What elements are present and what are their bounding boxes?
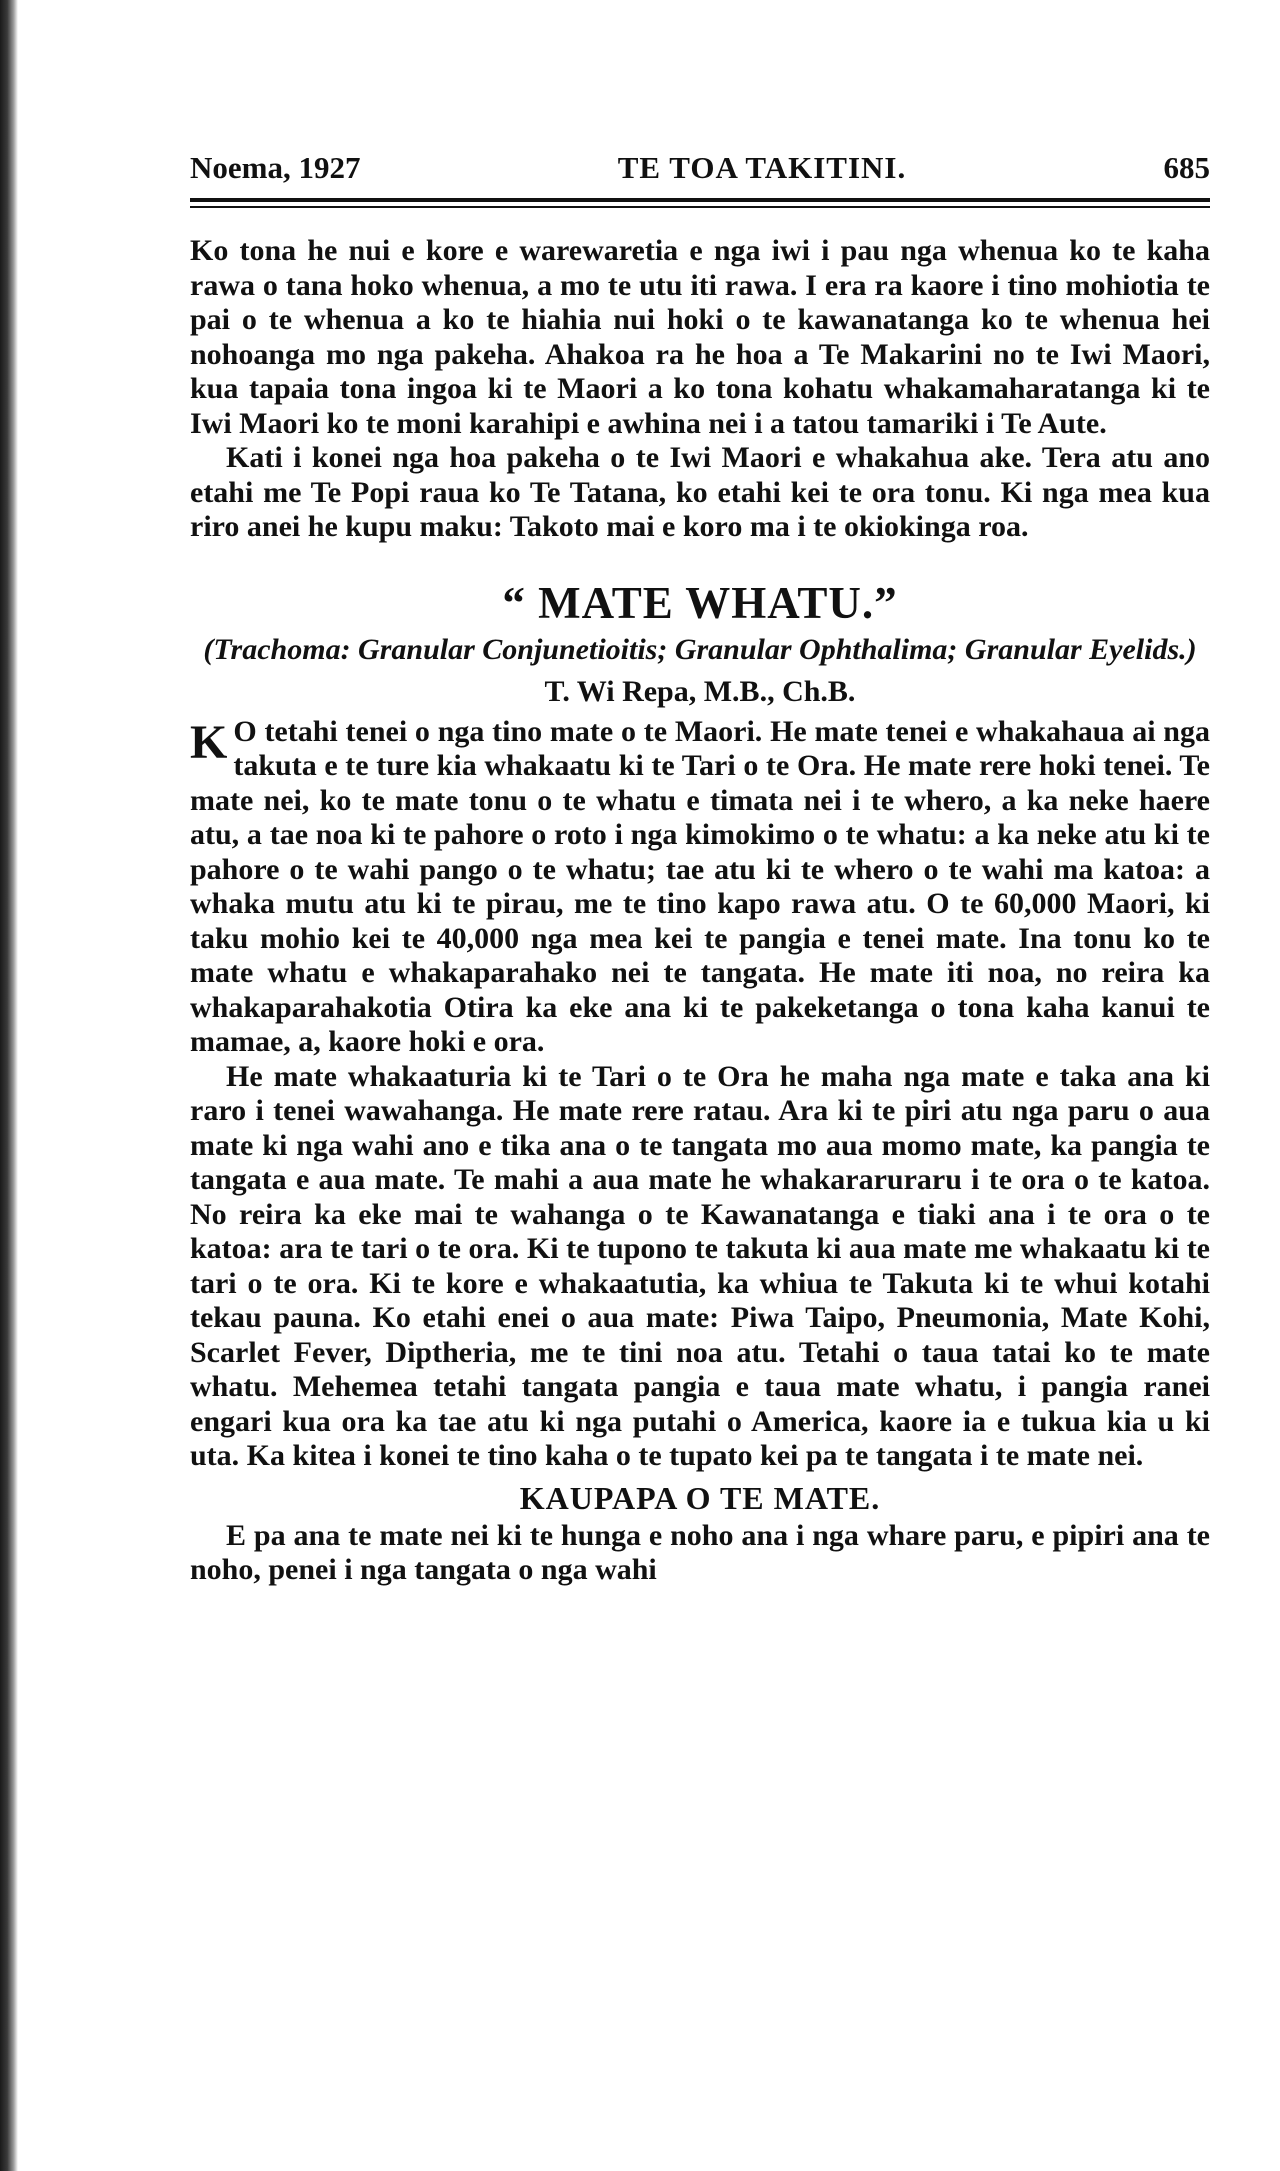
article-paragraph-1-text: O tetahi tenei o nga tino mate o te Maori. He mate tenei e whakahaua ai nga takuta e te ture kia whakaatu ki te Tari o te Ora. He mate rere hoki tenei. Te mate nei, ko te mate tonu o te whatu e timata nei i te whero, a ka neke haere atu, a tae noa ki te pahore o roto i nga kimokimo o te whatu: a ka neke atu ki te pahore o te wahi pango o te whatu; tae atu ki te whero o te wahi ma katoa: a whaka mutu atu ki te pirau, me te tino kapo rawa atu. O te 60,000 Maori, ki taku mohio kei te 40,000 nga mea kei te pangia e tenei mate. Ina tonu ko te mate whatu e whakaparahako nei te tangata. He mate iti noa, no reira ka whakaparahakotia Otira ka eke ana ki te pakeketanga o tona kaha kanui te mamae, a, kaore hoki e ora. — [190, 714, 1210, 1058]
article-paragraph-2: He mate whakaaturia ki te Tari o te Ora he maha nga mate e taka ana ki raro i tenei wawahanga. He mate rere ratau. Ara ki te piri atu nga paru o aua mate ki nga wahi ano e tika ana o te tangata mo aua momo mate, ka pangia te tangata e aua mate. Te mahi a aua mate he whakararuraru i te ora o te katoa. No reira ka eke mai te wahanga o te Kawanatanga e tiaki ana i te ora o te katoa: ara te tari o te ora. Ki te tupono te takuta ki aua mate me whakaatu ki te tari o te ora. Ki te kore e whakaatutia, ka whiua te Takuta ki te whui kotahi tekau pauna. Ko etahi enei o aua mate: Piwa Taipo, Pneumonia, Mate Kohi, Scarlet Fever, Diptheria, me te tini noa atu. Tetahi o taua tatai ko te mate whatu. Mehemea tetahi tangata pangia e taua mate whatu, i pangia ranei engari kua ora ka tae atu ki nga putahi o America, kaore ia e tukua kia u ki uta. Ka kitea i konei te tino kaha o te tupato kei pa te tangata i te mate nei. — [190, 1059, 1210, 1472]
scan-edge-shadow — [0, 0, 18, 2171]
header-rule-thick — [190, 198, 1210, 202]
header-page-number: 685 — [1163, 150, 1210, 185]
drop-cap: K — [190, 715, 228, 769]
document-page — [190, 150, 1210, 1588]
article-title: “ MATE WHATU.” — [502, 577, 898, 628]
intro-paragraph-1: Ko tona he nui e kore e warewaretia e nga iwi i pau nga whenua ko te kaha rawa o tana hoko whenua, a mo te utu iti rawa. I era ra kaore i tino mohiotia te pai o te whenua a ko te hiahia nui hoki o te kawanatanga ko te whenua hei nohoanga mo nga pakeha. Ahakoa ra he hoa a Te Makarini no te Iwi Maori, kua tapaia tona ingoa ki te Maori a ko tona kohatu whakamaharatanga ki te Iwi Maori ko te moni karahipi e awhina nei i a tatou tamariki i Te Aute. — [190, 234, 1210, 440]
header-date: Noema, 1927 — [190, 150, 361, 185]
header-journal-title: TE TOA TAKITINI. — [617, 150, 907, 185]
section-heading: KAUPAPA O TE MATE. — [519, 1479, 881, 1516]
article-author: T. Wi Repa, M.B., Ch.B. — [544, 674, 856, 708]
article-subtitle: (Trachoma: Granular Conjunetioitis; Granular Ophthalima; Granular Eyelids.) — [203, 632, 1197, 666]
running-header — [190, 150, 1210, 194]
section-paragraph: E pa ana te mate nei ki te hunga e noho ana i nga whare paru, e pipiri ana te noho, penei i nga tangata o nga wahi — [190, 1518, 1210, 1586]
article-paragraph-1 — [190, 715, 1210, 1060]
intro-paragraph-2: Kati i konei nga hoa pakeha o te Iwi Maori e whakahua ake. Tera atu ano etahi me Te Popi raua ko Te Tatana, ko etahi kei te ora tonu. Ki nga mea kua riro anei he kupu maku: Takoto mai e koro ma i te okiokinga roa. — [190, 441, 1210, 543]
header-rule-thin — [190, 206, 1210, 208]
